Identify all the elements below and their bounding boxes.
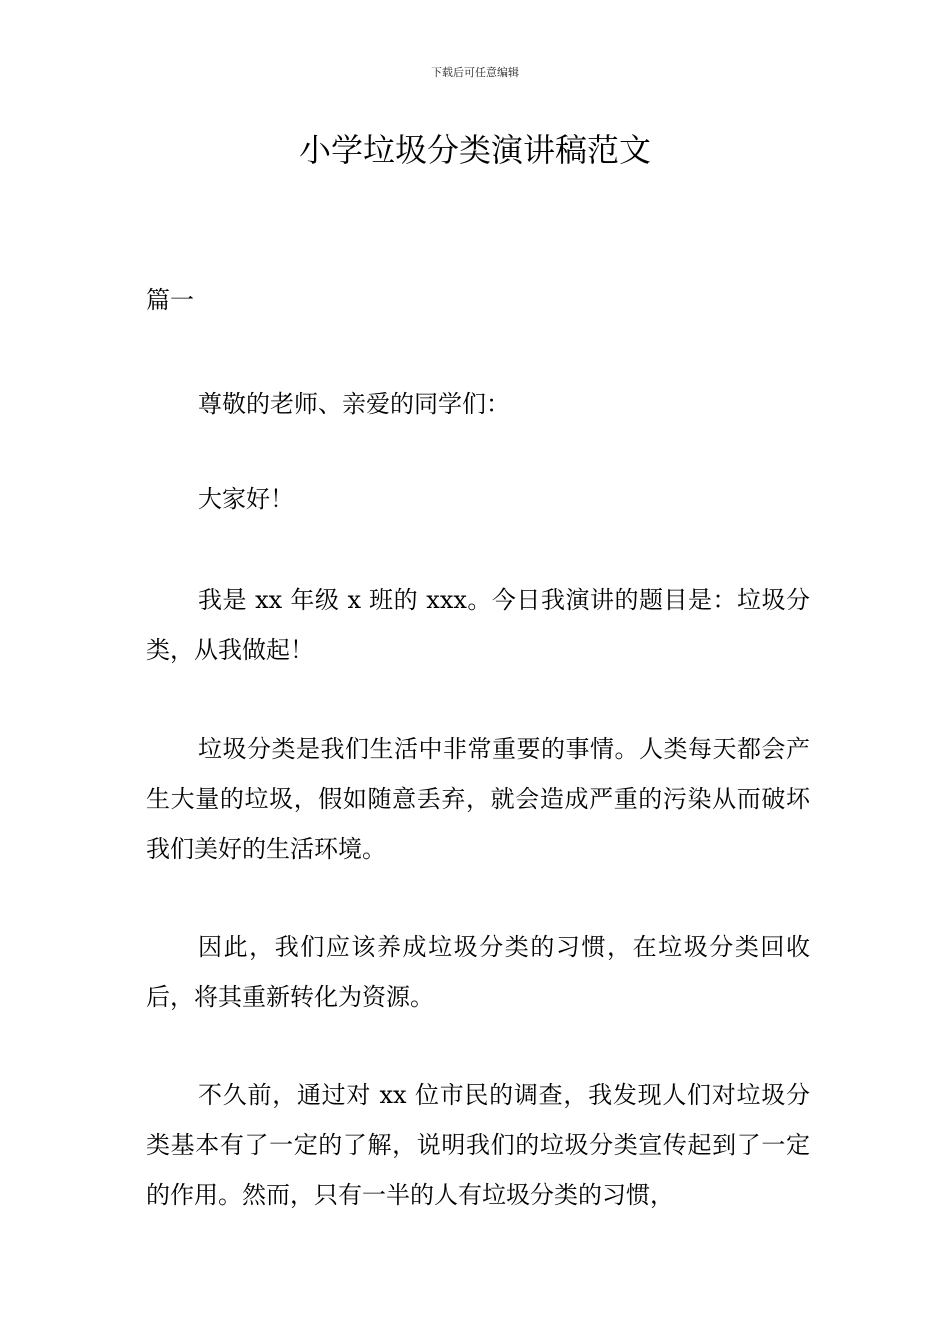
section-label: 篇一	[146, 286, 194, 314]
paragraph-habit: 因此，我们应该养成垃圾分类的习惯，在垃圾分类回收后，将其重新转化为资源。	[146, 933, 810, 1011]
paragraph-importance: 垃圾分类是我们生活中非常重要的事情。人类每天都会产生大量的垃圾，假如随意丢弃，就会造成严重的污染从而破坏我们美好的生活环境。	[146, 735, 810, 863]
paragraph-hello: 大家好！	[198, 485, 294, 513]
paragraph-intro: 我是 xx 年级 x 班的 xxx。今日我演讲的题目是：垃圾分类，从我做起！	[146, 586, 810, 664]
paragraph-greeting: 尊敬的老师、亲爱的同学们：	[198, 390, 510, 418]
paragraph-survey: 不久前，通过对 xx 位市民的调查，我发现人们对垃圾分类基本有了一定的了解，说明我们的垃圾分类宣传起到了一定的作用。然而，只有一半的人有垃圾分类的习惯，	[146, 1081, 810, 1209]
document-title: 小学垃圾分类演讲稿范文	[298, 131, 651, 169]
header-note: 下载后可任意编辑	[431, 66, 519, 79]
